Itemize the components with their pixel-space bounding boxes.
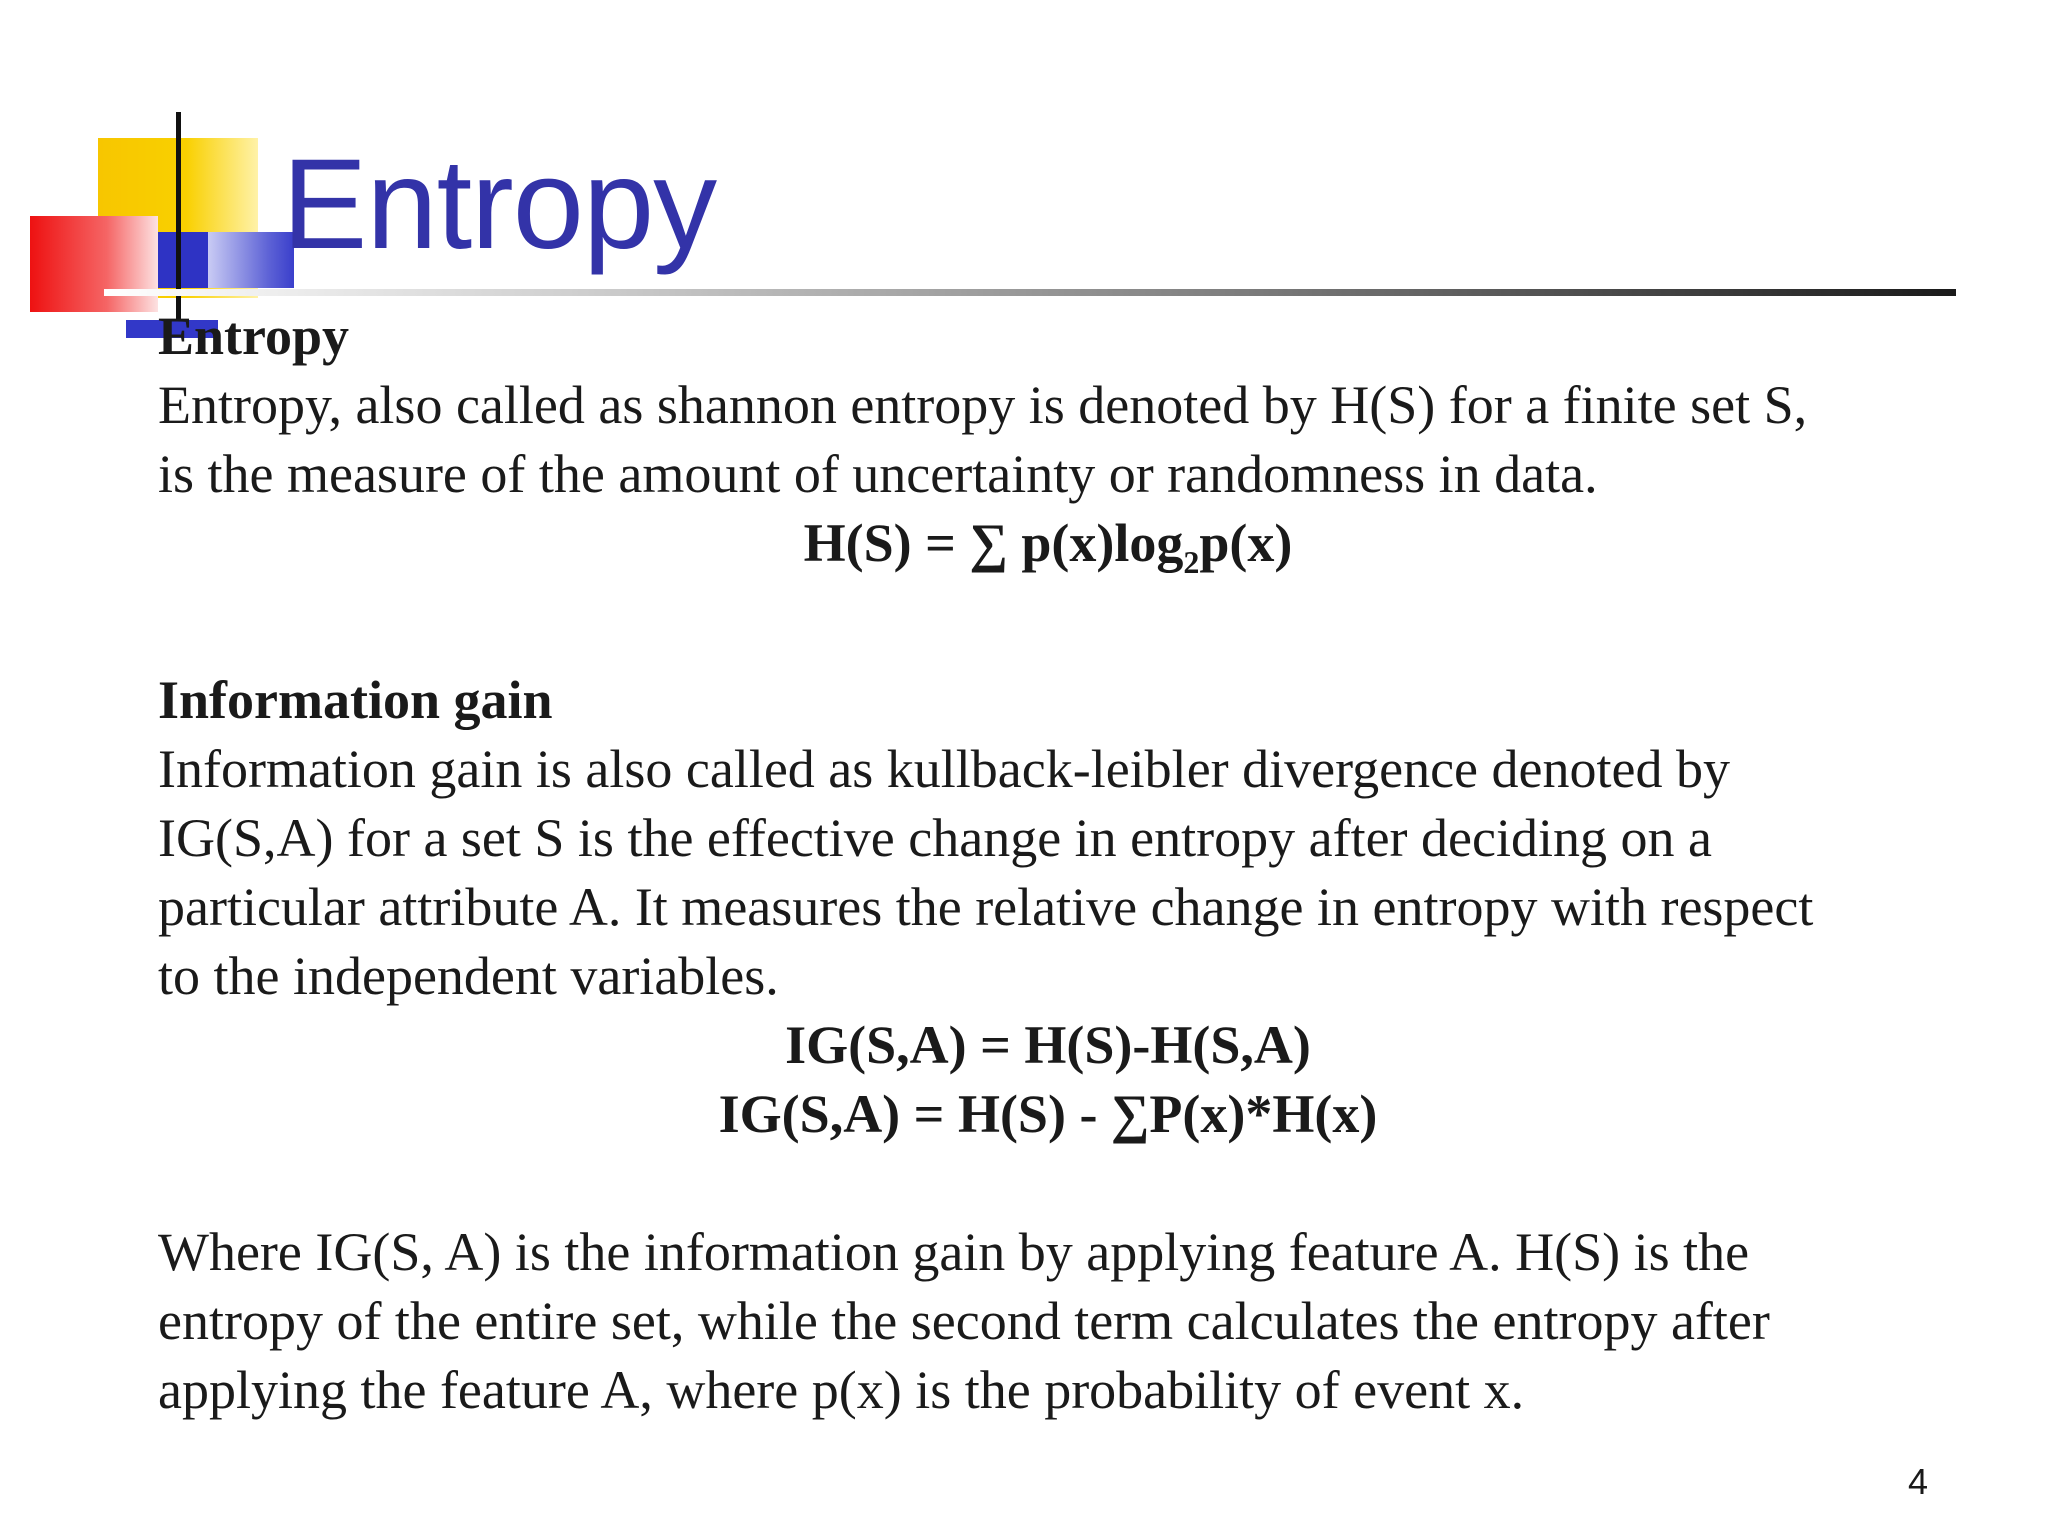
entropy-formula-prefix: H(S) = ∑ p(x)log (803, 513, 1184, 573)
explanation-text-line: applying the feature A, where p(x) is the probability of event x. (158, 1359, 1525, 1420)
information-gain-text-line: Information gain is also called as kullback-leibler divergence denoted by (158, 738, 1730, 799)
entropy-heading: Entropy (158, 306, 350, 366)
information-gain-text-line: to the independent variables. (158, 945, 779, 1006)
information-gain-text-line: particular attribute A. It measures the relative change in entropy with respect (158, 876, 1814, 937)
explanation-text-line: Where IG(S, A) is the information gain by applying feature A. H(S) is the (158, 1221, 1750, 1282)
page-number: 4 (1907, 1461, 1928, 1502)
spacer (158, 597, 1938, 666)
information-gain-text-line: IG(S,A) for a set S is the effective change in entropy after deciding on a (158, 807, 1712, 868)
slide-body (158, 302, 1938, 1425)
information-gain-formula: IG(S,A) = H(S)-H(S,A) (785, 1014, 1311, 1075)
entropy-formula (158, 509, 1938, 597)
decorative-blue-square (158, 232, 208, 288)
information-gain-formula-expanded: IG(S,A) = H(S) - ∑P(x)*H(x) (718, 1083, 1378, 1144)
title-divider (104, 289, 1956, 296)
decorative-red-square (30, 216, 158, 312)
entropy-text-line: is the measure of the amount of uncertainty or randomness in data. (158, 444, 1598, 504)
spacer (158, 1149, 1938, 1218)
explanation-text-line: entropy of the entire set, while the second term calculates the entropy after (158, 1290, 1770, 1351)
entropy-formula-suffix: p(x) (1199, 513, 1293, 573)
entropy-text-line: Entropy, also called as shannon entropy is denoted by H(S) for a finite set S, (158, 375, 1808, 435)
slide-title: Entropy (282, 133, 717, 276)
entropy-formula-subscript: 2 (1183, 543, 1200, 580)
information-gain-heading: Information gain (158, 669, 553, 730)
